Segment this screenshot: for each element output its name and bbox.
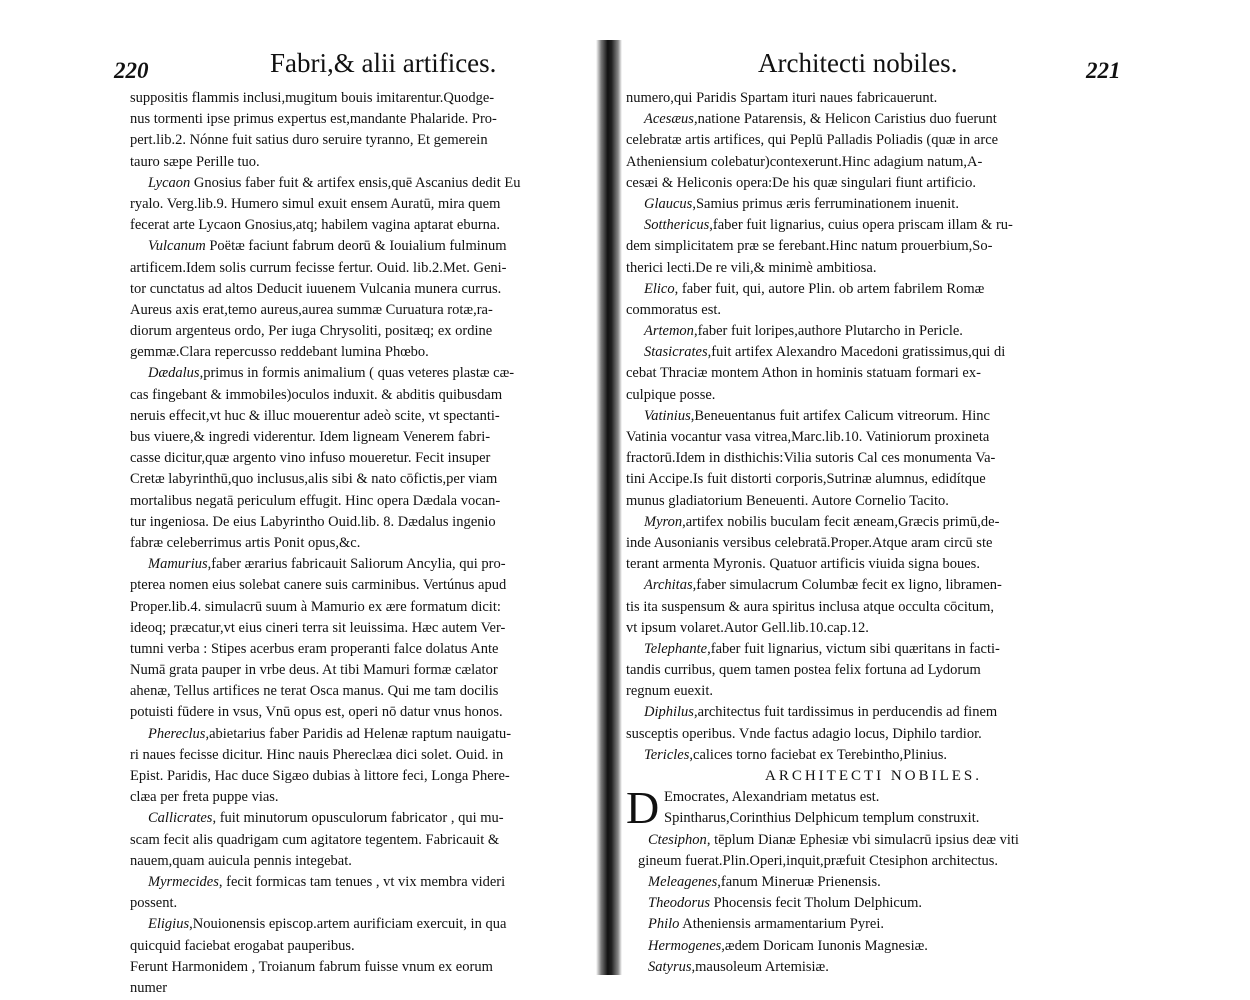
left-page: [0, 0, 605, 1000]
line-text: cesæi & Heliconis opera:De his quæ singulari fiunt artificio.: [626, 174, 976, 191]
text-line: [130, 469, 600, 490]
text-line: [130, 385, 600, 406]
line-text: Ferunt Harmonidem , Troianum fabrum fuisse vnum ex eorum: [130, 958, 493, 975]
text-line: [130, 194, 600, 215]
text-line: [130, 152, 600, 173]
artisan-name: Eligius: [148, 916, 190, 933]
text-line: [626, 152, 1121, 173]
line-text: ahenæ, Tellus artifices ne terat Osca manus. Qui me tam docilis: [130, 683, 499, 700]
artisan-name: Phereclus: [148, 725, 206, 742]
text-line: [130, 363, 600, 384]
text-line: [626, 681, 1121, 702]
architect-line: [626, 872, 1121, 893]
line-text: susceptis operibus. Vnde factus adagio locus, Diphilo tardior.: [626, 725, 982, 742]
line-text: numer: [130, 979, 168, 996]
text-line: [130, 830, 600, 851]
line-text: , faber fuit, qui, autore Plin. ob artem fabrilem Romæ: [674, 280, 985, 297]
line-text: ,faber fuit loripes,authore Plutarcho in Pericle.: [693, 323, 963, 340]
text-line: [130, 554, 600, 575]
text-line: [626, 300, 1121, 321]
line-text: artificem.Idem solis currum fecisse fertur. Ouid. lib.2.Met. Geni-: [130, 259, 507, 276]
artisan-name: Myrmecides: [148, 873, 219, 890]
text-line: [626, 385, 1121, 406]
running-title-left: Fabri,& alii artifices.: [270, 48, 497, 78]
line-text: cebat Thraciæ montem Athon in hominis statuam formari ex-: [626, 365, 981, 382]
text-line: [130, 766, 600, 787]
text-line: [130, 406, 600, 427]
line-text: bus viuere,& ingredi viderentur. Idem ligneam Venerem fabri-: [130, 429, 491, 445]
artisan-name: Dædalus: [148, 365, 200, 382]
text-line: [626, 702, 1121, 723]
right-text-block: [626, 88, 1121, 978]
text-line: [130, 957, 600, 978]
architect-name: Meleagenes: [648, 873, 718, 890]
right-page: [618, 0, 1250, 1000]
line-text: Phocensis fecit Tholum Delphicum.: [710, 895, 923, 912]
line-text: celebratæ artis artifices, qui Peplū Palladis Poliadis (quæ in arce: [626, 132, 999, 149]
line-text: Gnosius faber fuit & artifex ensis,quē Ascanius dedit Eu: [190, 174, 521, 191]
line-text: cas fingebant & immobiles)oculos induxit. & abditis quibusdam: [130, 386, 503, 403]
line-text: ,faber fuit lignarius, victum sibi quæritans in facti-: [707, 640, 1000, 657]
line-text: nus tormenti ipse primus expertus est,mandante Phalaride. Pro-: [130, 111, 497, 128]
line-text: casse dicitur,quæ argento vino infuso moueretur. Fecit insuper: [130, 450, 491, 467]
line-text: Cretæ labyrinthū,quo inclusus,alis sibi & nato cōfictis,per viam: [130, 471, 498, 488]
architect-name: Spintharus: [664, 810, 727, 827]
text-line: [626, 321, 1121, 342]
artisan-name: Lycaon: [148, 174, 191, 191]
line-text: tini Accipe.Is fuit distorti corporis,Sutrinæ alumnus, edidítque: [626, 471, 986, 488]
section-heading: ARCHITECTI NOBILES.: [765, 768, 982, 784]
artisan-name: Myron: [644, 513, 683, 530]
line-text: regnum euexit.: [626, 683, 713, 700]
text-line: [626, 575, 1121, 596]
line-text: tandis curribus, quem tamen postea felix fortuna ad Lydorum: [626, 662, 981, 679]
line-text: ,Corinthius Delphicum templum construxit.: [726, 810, 980, 827]
drop-cap: D: [626, 782, 660, 834]
text-line: [130, 639, 600, 660]
text-line: [626, 215, 1121, 236]
line-text: fabræ celeberrimus artis Ponit opus,&c.: [130, 534, 361, 551]
line-text: terant armenta Myronis. Quatuor artificis viuida signa boues.: [626, 556, 980, 573]
line-text: tauro sæpe Perille tuo.: [130, 153, 260, 170]
text-line: [626, 724, 1121, 745]
line-text: ,faber ærarius fabricauit Saliorum Ancylia, qui pro-: [207, 556, 506, 573]
line-text: quicquid faciebat erogabat pauperibus.: [130, 937, 355, 954]
architect-line: [626, 893, 1121, 914]
section-body: [626, 782, 1121, 978]
text-line: [130, 236, 600, 257]
line-text: ,faber fuit lignarius, cuius opera priscam illam & ru-: [709, 217, 1013, 234]
line-text: pterea nomen eius solebat canere suis carminibus. Vertúnus apud: [130, 577, 507, 594]
line-text: , Alexandriam metatus est.: [725, 789, 880, 806]
text-line: [130, 702, 600, 723]
text-line: [626, 533, 1121, 554]
architect-line: [626, 957, 1121, 978]
line-text: therici lecti.De re vili,& minimè ambitiosa.: [626, 259, 877, 276]
line-text: ,abietarius faber Paridis ad Helenæ raptum nauigatu-: [205, 725, 512, 742]
architect-line: [626, 936, 1121, 957]
artisan-name: Telephante: [644, 640, 708, 657]
line-text: munus gladiatorium Beneuenti. Autore Cornelio Tacito.: [626, 492, 949, 509]
artisan-name: Mamurius: [148, 556, 208, 573]
text-line: [626, 427, 1121, 448]
line-text: Poëtæ faciunt fabrum deorū & Iouialium fulminum: [205, 238, 507, 255]
architect-line: [626, 830, 1121, 851]
artisan-name: Elico: [644, 280, 675, 297]
text-line: [626, 363, 1121, 384]
page-number-right: 221: [1086, 58, 1121, 83]
line-text: gemmæ.Clara repercusso reddebant lumina Phœbo.: [130, 344, 429, 361]
line-text: tumni verba : Stipes acerbus eram properanti falce dolatus Ante: [130, 640, 499, 657]
text-line: [130, 681, 600, 702]
line-text: dem simplicitatem præ se ferebant.Hinc natum prouerbium,So-: [626, 238, 993, 255]
line-text: ,faber simulacrum Columbæ fecit ex ligno, libramen-: [692, 577, 1002, 594]
text-line: [626, 469, 1121, 490]
text-line: [626, 342, 1121, 363]
line-text: ,fanum Mineruæ Prienensis.: [717, 873, 881, 890]
text-line: [130, 109, 600, 130]
text-line: [626, 88, 1121, 109]
text-line: [130, 597, 600, 618]
line-text: potuisti fūdere in vsus, Vnū opus est, operi nō datur vnus honos.: [130, 704, 503, 721]
text-line: [130, 258, 600, 279]
line-text: Proper.lib.4. simulacrū suum à Mamurio ex ære formatum dicit:: [130, 598, 501, 615]
line-text: Atheniensium colebatur)contexerunt.Hinc adagium natum,A-: [626, 153, 983, 170]
line-text: vt ipsum volaret.Autor Gell.lib.10.cap.12.: [626, 619, 869, 636]
text-line: [130, 215, 600, 236]
line-text: nauem,quam auicula pennis integebat.: [130, 852, 352, 869]
line-text: clæa per freta puppe vias.: [130, 789, 279, 806]
architect-line: [626, 787, 1121, 808]
text-line: [130, 448, 600, 469]
text-line: [626, 279, 1121, 300]
line-text: diorum argenteus ordo, Per iuga Chrysoliti, positæq; ex ordine: [130, 323, 493, 340]
text-line: [130, 427, 600, 448]
text-line: [130, 88, 600, 109]
architect-name: Satyrus: [648, 958, 692, 975]
text-line: [130, 724, 600, 745]
line-text: ,natione Patarensis, & Helicon Caristius duo fuerunt: [693, 111, 997, 128]
architect-name: Hermogenes: [648, 937, 722, 954]
line-text: pert.lib.2. Nónne fuit satius duro seruire tyranno, Et gemerein: [130, 132, 488, 149]
text-line: [626, 639, 1121, 660]
artisan-name: Vatinius: [644, 407, 691, 424]
text-line: [626, 173, 1121, 194]
line-text: commoratus est.: [626, 301, 722, 318]
line-text: fractorū.Idem in disthichis:Vilia sutoris Cal ces monumenta Va-: [626, 450, 996, 467]
architect-name: Ctesiphon: [648, 831, 707, 848]
line-text: Epist. Paridis, Hac duce Sigæo dubias à littore feci, Longa Phere-: [130, 768, 510, 784]
line-text: , tēplum Dianæ Ephesiæ vbi simulacrū ipsius deæ viti: [706, 831, 1019, 848]
artisan-name: Architas: [644, 577, 693, 594]
text-line: [130, 300, 600, 321]
text-line: [130, 660, 600, 681]
text-line: [130, 173, 600, 194]
line-text: neruis effecit,vt huc & illuc mouerentur adeò scite, vt spectanti-: [130, 407, 500, 424]
text-line: [130, 808, 600, 829]
text-line: [626, 745, 1121, 766]
line-text: Numā grata pauper in vrbe deus. At tibi Mamuri formæ cælator: [130, 662, 498, 679]
line-text: ,fuit artifex Alexandro Macedoni gratissimus,qui di: [707, 344, 1006, 361]
text-line: [130, 533, 600, 554]
artisan-name: Glaucus: [644, 195, 693, 212]
line-text: Aureus axis erat,temo aureus,aurea summæ Curuatura rotæ,ra-: [130, 301, 493, 318]
architect-line: [626, 808, 1121, 829]
architect-line: [626, 914, 1121, 935]
line-text: inde Ausonianis versibus celebratā.Proper.Atque aram circū ste: [626, 534, 993, 551]
line-text: ,Samius primus æris ferruminationem inuenit.: [692, 195, 959, 212]
architect-line: [626, 851, 1121, 872]
line-text: gineum fuerat.Plin.Operi,inquit,præfuit Ctesiphon architectus.: [638, 852, 999, 869]
line-text: scam fecit alis quadrigam cum agitatore tegentem. Fabricauit &: [130, 831, 500, 848]
text-line: [626, 618, 1121, 639]
text-line: [626, 491, 1121, 512]
line-text: ,Nouionensis episcop.artem aurificiam exercuit, in qua: [189, 916, 507, 933]
line-text: culpique posse.: [626, 386, 716, 403]
text-line: [130, 936, 600, 957]
text-line: [130, 745, 600, 766]
text-line: [130, 279, 600, 300]
page-number-left: 220: [114, 58, 149, 83]
architect-name: Emocrates: [664, 789, 726, 806]
line-text: ,architectus fuit tardissimus in perducendis ad finem: [693, 704, 998, 721]
line-text: ri naues fecisse dicitur. Hinc nauis Phereclæa dici solet. Ouid. in: [130, 746, 504, 763]
line-text: ,Beneuentanus fuit artifex Calicum vitreorum. Hinc: [690, 407, 990, 424]
text-line: [626, 130, 1121, 151]
text-line: [626, 258, 1121, 279]
line-text: ,artifex nobilis buculam fecit æneam,Græcis primū,de-: [682, 513, 1000, 530]
text-line: [130, 851, 600, 872]
line-text: , fecit formicas tam tenues , vt vix membra videri: [218, 873, 506, 890]
text-line: [130, 512, 600, 533]
line-text: ,calices torno faciebat ex Terebintho,Plinius.: [689, 746, 948, 763]
architect-name: Theodorus: [648, 895, 711, 912]
line-text: tur ingeniosa. De eius Labyrintho Ouid.lib. 8. Dædalus ingenio: [130, 513, 496, 530]
line-text: mortalibus negatā periculum effugit. Hinc opera Dædala vocan-: [130, 492, 501, 509]
line-text: ideoq; præcatur,vt eius cineri terra sit leuissima. Hæc autem Ver-: [130, 619, 506, 636]
line-text: tis ita suspensum & aura spiritus inclusa atque occulta cōcitum,: [626, 598, 995, 615]
text-line: [626, 512, 1121, 533]
artisan-name: Sotthericus: [644, 217, 710, 234]
line-text: numero,qui Paridis Spartam ituri naues fabricauerunt.: [626, 90, 938, 106]
text-line: [626, 194, 1121, 215]
text-line: [626, 554, 1121, 575]
left-text-block: [130, 88, 600, 999]
line-text: ,mausoleum Artemisiæ.: [691, 958, 829, 975]
artisan-name: Stasicrates: [644, 344, 708, 361]
text-line: [130, 787, 600, 808]
artisan-name: Tericles: [644, 746, 690, 763]
line-text: tor cunctatus ad altos Deducit iuuenem Vulcania munera currus.: [130, 280, 502, 297]
text-line: [130, 872, 600, 893]
text-line: [626, 236, 1121, 257]
text-line: [130, 342, 600, 363]
artisan-name: Callicrates: [148, 810, 213, 827]
line-text: ,ædem Doricam Iunonis Magnesiæ.: [721, 937, 928, 954]
running-title-right: Architecti nobiles.: [758, 48, 958, 78]
text-line: [130, 618, 600, 639]
artisan-name: Acesæus: [644, 111, 694, 128]
text-line: [130, 491, 600, 512]
line-text: possent.: [130, 895, 178, 912]
line-text: Atheniensis armamentarium Pyrei.: [679, 916, 884, 933]
text-line: [130, 893, 600, 914]
artisan-name: Diphilus: [644, 704, 694, 721]
text-line: [626, 406, 1121, 427]
text-line: [130, 130, 600, 151]
text-line: [130, 575, 600, 596]
text-line: [130, 321, 600, 342]
text-line: [130, 978, 600, 999]
text-line: [626, 597, 1121, 618]
line-text: suppositis flammis inclusi,mugitum bouis imitarentur.Quodge-: [130, 90, 495, 106]
text-line: [626, 109, 1121, 130]
line-text: Vatinia vocantur vasa vitrea,Marc.lib.10. Vatiniorum proxineta: [626, 429, 990, 445]
artisan-name: Artemon: [644, 323, 694, 340]
line-text: ryalo. Verg.lib.9. Humero simul exuit ensem Auratū, mira quem: [130, 195, 501, 212]
line-text: , fuit minutorum opusculorum fabricator , qui mu-: [212, 810, 504, 827]
text-line: [626, 448, 1121, 469]
artisan-name: Vulcanum: [148, 238, 206, 255]
text-line: [626, 660, 1121, 681]
text-line: [130, 914, 600, 935]
architect-name: Philo: [648, 916, 680, 933]
line-text: fecerat arte Lycaon Gnosius,atq; habilem vagina aptarat eburna.: [130, 217, 500, 234]
line-text: ,primus in formis animalium ( quas veteres plastæ cæ-: [199, 365, 515, 382]
